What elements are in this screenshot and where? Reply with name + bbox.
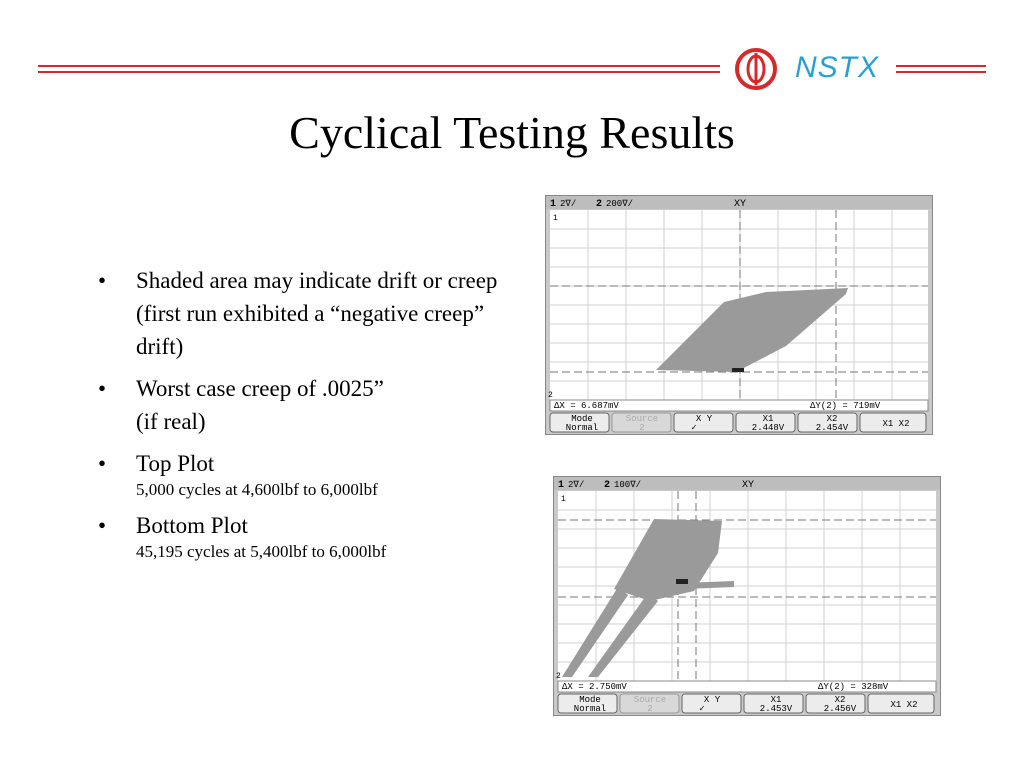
softkey-value: 2 bbox=[639, 423, 645, 433]
softkey-value: 2 bbox=[647, 704, 653, 714]
mode-label: XY bbox=[734, 199, 747, 210]
delta-x-readout: ΔX = 2.750mV bbox=[562, 682, 627, 692]
softkey-value: ✓ bbox=[691, 423, 697, 433]
softkey-label: X2 bbox=[826, 414, 838, 424]
bullet-text: Worst case creep of .0025” bbox=[136, 376, 384, 401]
softkey-value: ✓ bbox=[699, 704, 705, 714]
logo-text: NSTX bbox=[795, 51, 880, 84]
header-rule-left-bottom bbox=[38, 71, 720, 73]
delta-x-readout: ΔX = 6.687mV bbox=[554, 401, 619, 411]
softkey-label: Mode bbox=[571, 414, 593, 424]
bullet-item bbox=[98, 372, 518, 438]
bullet-dot: • bbox=[98, 376, 107, 401]
bullet-text: Bottom Plot bbox=[136, 513, 248, 538]
bullet-text: Shaded area may indicate drift or creep (first run exhibited a “negative creep” drift) bbox=[136, 268, 498, 359]
bullet-text-continued: (if real) bbox=[136, 409, 206, 434]
softkey-label: Source bbox=[633, 695, 667, 705]
softkey-label: X2 bbox=[834, 695, 846, 705]
nstx-logo-icon bbox=[734, 47, 778, 91]
bullet-item bbox=[98, 264, 518, 363]
bullet-dot: • bbox=[98, 513, 107, 538]
bullet-item bbox=[98, 509, 518, 562]
marker-1: 1 bbox=[561, 495, 566, 504]
softkey-label: X Y bbox=[695, 414, 713, 424]
header-rule-right-top bbox=[896, 65, 986, 67]
softkey-value: Normal bbox=[565, 423, 599, 433]
delta-y-readout: ΔY(2) = 719mV bbox=[810, 401, 881, 411]
ch2-label: 2 bbox=[596, 199, 603, 210]
bullet-list bbox=[98, 264, 518, 571]
mode-label: XY bbox=[742, 480, 755, 491]
bullet-dot: • bbox=[98, 268, 107, 293]
bullet-dot: • bbox=[98, 451, 107, 476]
softkey-value: Normal bbox=[573, 704, 607, 714]
ch2-scale: 100∇/ bbox=[614, 480, 642, 490]
delta-y-readout: ΔY(2) = 328mV bbox=[818, 682, 889, 692]
page-title: Cyclical Testing Results bbox=[289, 107, 735, 158]
scope-top bbox=[545, 195, 933, 435]
softkey-label: Source bbox=[625, 414, 659, 424]
header-rule-left-top bbox=[38, 65, 720, 67]
bullet-subtext: 5,000 cycles at 4,600lbf to 6,000lbf bbox=[136, 480, 378, 499]
softkey-label: X1 X2 bbox=[882, 419, 910, 429]
marker-2: 2 bbox=[548, 391, 553, 400]
softkey-value: 2.453V bbox=[759, 704, 793, 714]
ch1-scale: 2∇/ bbox=[568, 480, 585, 490]
marker-2: 2 bbox=[556, 672, 561, 681]
ch2-scale: 200∇/ bbox=[606, 199, 634, 209]
softkey-value: 2.456V bbox=[823, 704, 857, 714]
scope-bottom bbox=[553, 476, 941, 716]
marker-1: 1 bbox=[553, 214, 558, 223]
ch1-label: 1 bbox=[550, 199, 557, 210]
softkey-label: X Y bbox=[703, 695, 721, 705]
softkey-label: Mode bbox=[579, 695, 601, 705]
header-rule-right-bottom bbox=[896, 71, 986, 73]
softkey-label: X1 bbox=[770, 695, 782, 705]
bullet-item bbox=[98, 447, 518, 500]
softkey-label: X1 X2 bbox=[890, 700, 918, 710]
ch1-label: 1 bbox=[558, 480, 565, 491]
softkey-value: 2.448V bbox=[751, 423, 785, 433]
ch2-label: 2 bbox=[604, 480, 611, 491]
softkey-value: 2.454V bbox=[815, 423, 849, 433]
bullet-text: Top Plot bbox=[136, 451, 215, 476]
bullet-subtext: 45,195 cycles at 5,400lbf to 6,000lbf bbox=[136, 542, 387, 561]
softkey-label: X1 bbox=[762, 414, 774, 424]
ch1-scale: 2∇/ bbox=[560, 199, 577, 209]
